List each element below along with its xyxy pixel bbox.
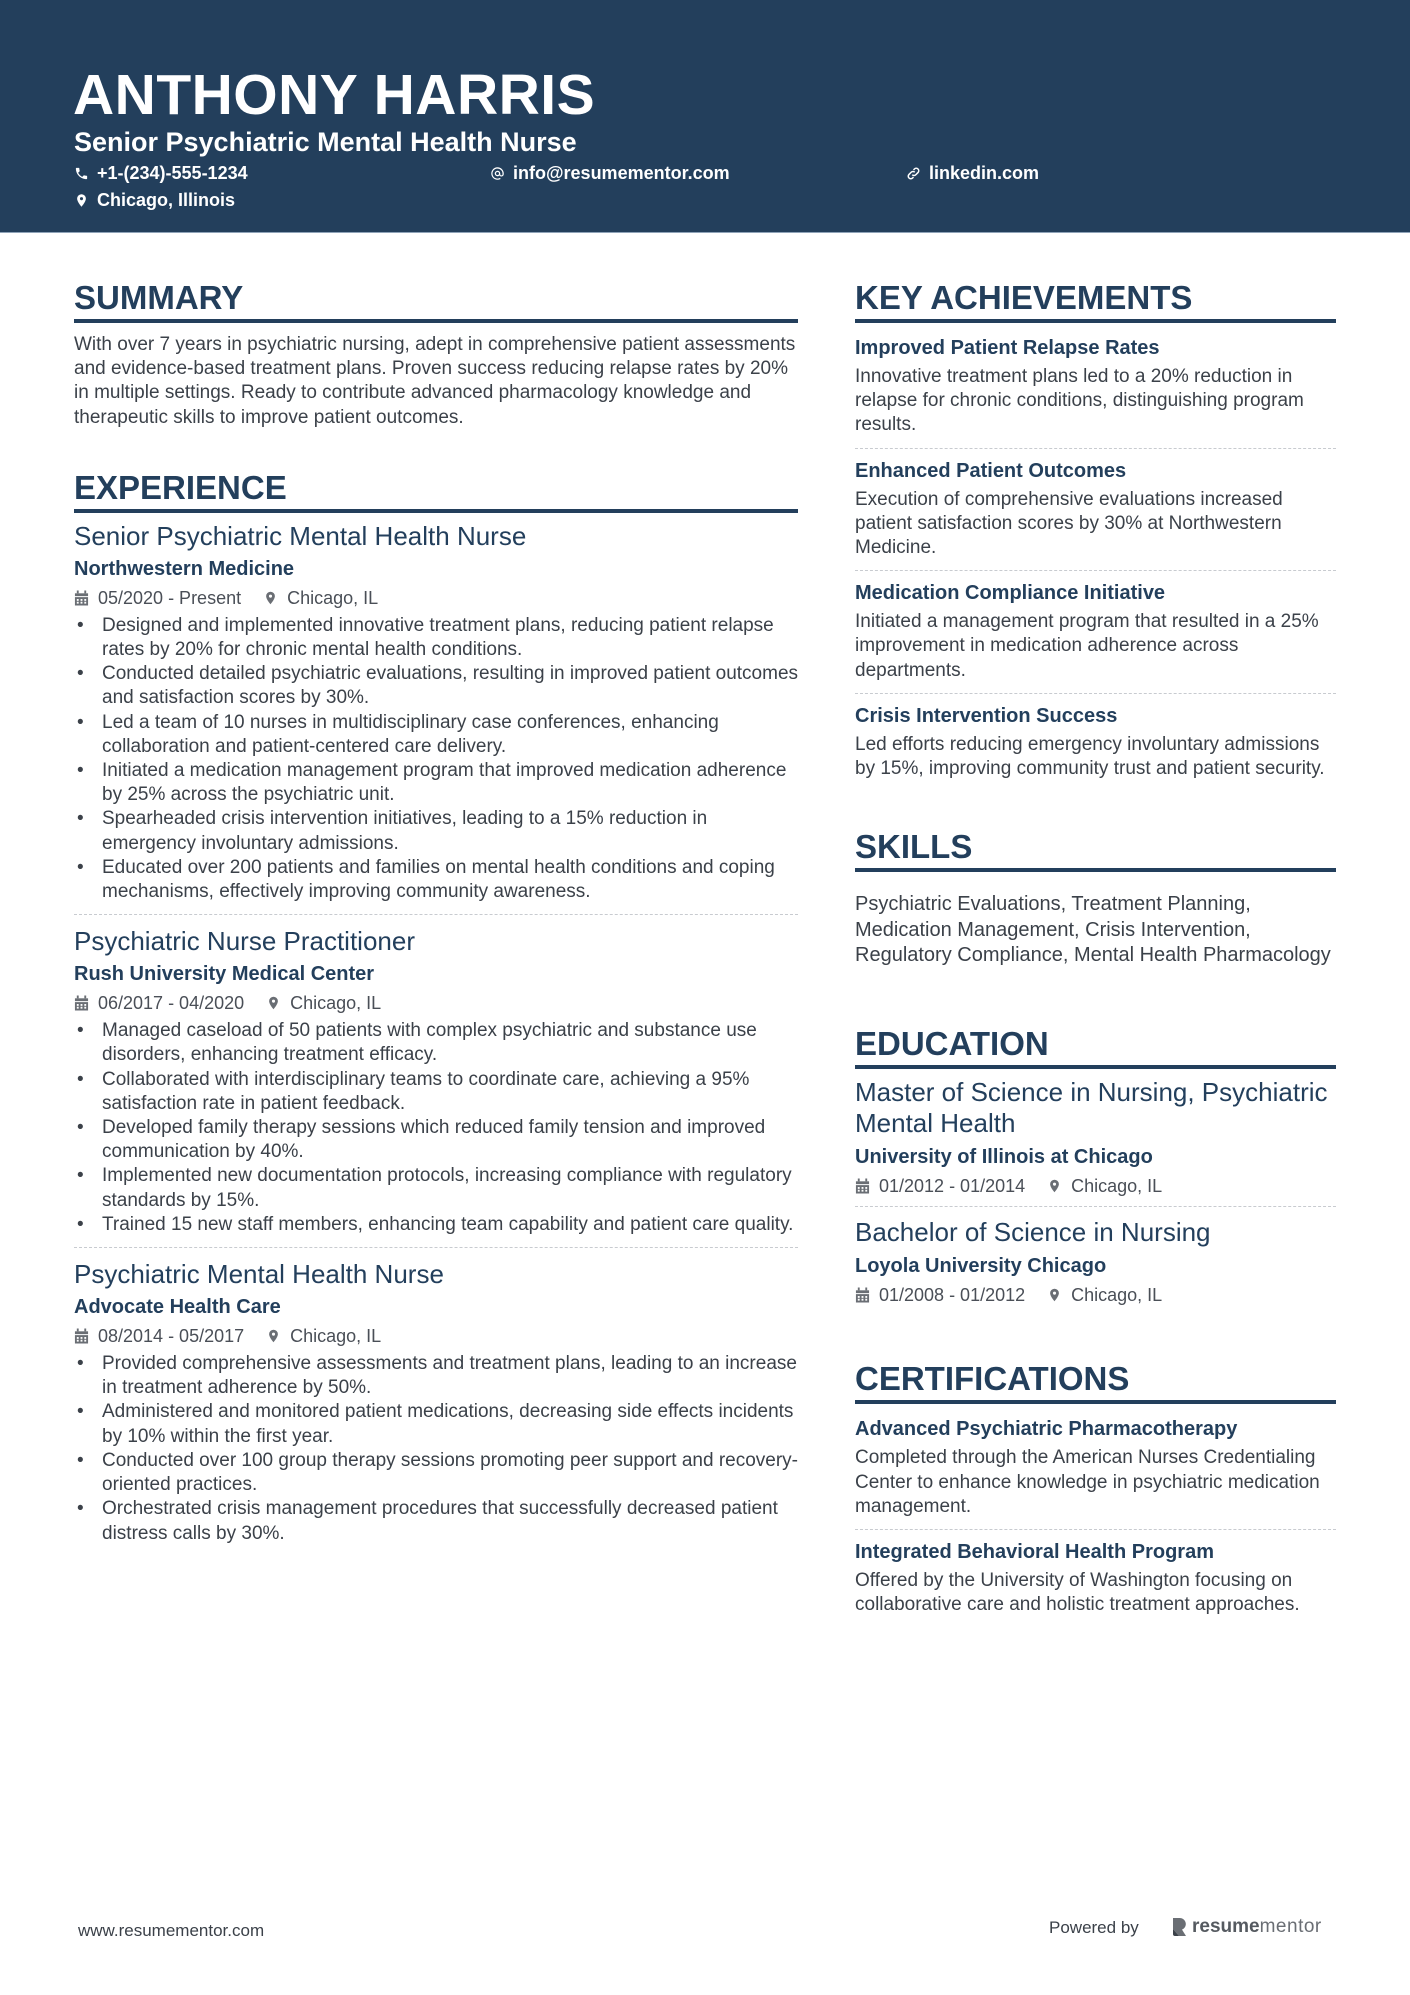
degree-name: Bachelor of Science in Nursing: [855, 1217, 1211, 1248]
job-meta: [74, 586, 798, 610]
job-entry: [74, 1247, 798, 1550]
job-title: Senior Psychiatric Mental Health Nurse: [74, 520, 527, 551]
school-name: University of Illinois at Chicago: [855, 1146, 1153, 1169]
email-link[interactable]: info@resumementor.com: [513, 163, 730, 183]
bullet-item: • Initiated a medication management program that improved medication adherence by 25% across the psychiatric unit.: [74, 759, 798, 807]
at-icon: [490, 166, 505, 181]
bullet-item: • Implemented new documentation protocols, increasing compliance with regulatory standards by 15%.: [74, 1164, 798, 1212]
summary-heading: SUMMARY: [74, 278, 798, 323]
job-location: [263, 586, 378, 610]
education-section: [855, 1024, 1336, 1315]
achievement-item: [855, 570, 1336, 693]
resumementor-logo[interactable]: [1171, 1915, 1322, 1939]
powered-by-label: Powered by: [1049, 1918, 1139, 1937]
achievement-desc: Led efforts reducing emergency involuntary admissions by 15%, improving community trust and patient security.: [855, 733, 1325, 780]
education-heading: EDUCATION: [855, 1024, 1336, 1069]
contact-linkedin[interactable]: [906, 162, 1039, 184]
phone-text: +1-(234)-555-1234: [97, 163, 248, 183]
job-meta: [74, 1324, 798, 1348]
map-pin-icon: [266, 1328, 281, 1344]
map-pin-icon: [266, 995, 281, 1011]
calendar-icon: [74, 1328, 89, 1344]
certification-title: Advanced Psychiatric Pharmacotherapy: [855, 1418, 1238, 1441]
job-bullets: [74, 1019, 798, 1237]
education-entry: [855, 1069, 1336, 1206]
contact-phone: [74, 162, 248, 184]
degree-name: Master of Science in Nursing, Psychiatric Mental Health: [855, 1077, 1328, 1139]
phone-icon: [74, 166, 89, 181]
calendar-icon: [74, 590, 89, 606]
dates-text: 01/2008 - 01/2012: [879, 1285, 1026, 1306]
certifications-section: [855, 1359, 1336, 1627]
achievement-item: [855, 448, 1336, 571]
achievement-title: Enhanced Patient Outcomes: [855, 459, 1127, 482]
map-pin-icon: [1047, 1287, 1062, 1303]
certification-item: [855, 1404, 1336, 1529]
bullet-item: • Trained 15 new staff members, enhancing team capability and patient care quality.: [74, 1213, 798, 1237]
map-pin-icon: [74, 193, 89, 208]
map-pin-icon: [263, 590, 278, 606]
bullet-item: • Educated over 200 patients and families on mental health conditions and coping mechanisms, effectively improving community awareness.: [74, 856, 798, 904]
job-entry: [74, 520, 798, 908]
bullet-item: • Orchestrated crisis management procedures that successfully decreased patient distress calls by 30%.: [74, 1497, 798, 1545]
school-name: Loyola University Chicago: [855, 1255, 1107, 1278]
skills-heading: SKILLS: [855, 827, 1336, 872]
experience-section: [74, 468, 798, 1550]
dates-text: 08/2014 - 05/2017: [98, 1326, 245, 1347]
calendar-icon: [855, 1178, 870, 1194]
company-name: Northwestern Medicine: [74, 557, 295, 580]
job-title: Psychiatric Mental Health Nurse: [74, 1259, 444, 1290]
bullet-item: • Led a team of 10 nurses in multidisciplinary case conferences, enhancing collaboration and patient-centered care delivery.: [74, 711, 798, 759]
location-text: Chicago, IL: [1071, 1285, 1163, 1306]
achievement-item: [855, 693, 1336, 791]
candidate-name: ANTHONY HARRIS: [73, 63, 596, 127]
job-location: [266, 1324, 381, 1348]
bullet-item: • Collaborated with interdisciplinary teams to coordinate care, achieving a 95% satisfaction rate in patient feedback.: [74, 1068, 798, 1116]
calendar-icon: [855, 1287, 870, 1303]
summary-section: [74, 278, 798, 430]
education-dates: [855, 1174, 1025, 1198]
education-meta: [855, 1283, 1336, 1307]
education-meta: [855, 1174, 1336, 1198]
achievement-desc: Innovative treatment plans led to a 20% reduction in relapse for chronic conditions, distinguishing program results.: [855, 366, 1304, 436]
resumementor-logo-icon: [1171, 1917, 1187, 1937]
bullet-item: • Administered and monitored patient medications, decreasing side effects incidents by 10% within the first year.: [74, 1400, 798, 1448]
achievements-section: [855, 278, 1336, 791]
certification-item: [855, 1529, 1336, 1627]
resume-header: [0, 0, 1410, 233]
bullet-item: • Conducted detailed psychiatric evaluations, resulting in improved patient outcomes and satisfaction scores by 30%.: [74, 662, 798, 710]
summary-text: With over 7 years in psychiatric nursing, adept in comprehensive patient assessments and evidence-based treatment plans. Proven success reducing relapse rates by 20% in multiple settings. Ready to contribute advanced pharmacology knowledge and therapeutic skills to improve patient outcomes.: [74, 334, 796, 428]
job-dates: [74, 991, 244, 1015]
linkedin-link[interactable]: linkedin.com: [929, 163, 1040, 183]
location-text: Chicago, IL: [287, 587, 379, 608]
achievement-item: [855, 323, 1336, 448]
experience-heading: EXPERIENCE: [74, 468, 798, 513]
company-name: Rush University Medical Center: [74, 963, 375, 986]
job-bullets: [74, 1352, 798, 1546]
bullet-item: • Managed caseload of 50 patients with complex psychiatric and substance use disorders, enhancing treatment efficacy.: [74, 1019, 798, 1067]
location-text: Chicago, Illinois: [97, 190, 236, 210]
achievements-heading: KEY ACHIEVEMENTS: [855, 278, 1336, 323]
dates-text: 01/2012 - 01/2014: [879, 1176, 1026, 1197]
location-text: Chicago, IL: [290, 1326, 382, 1347]
map-pin-icon: [1047, 1178, 1062, 1194]
company-name: Advocate Health Care: [74, 1296, 281, 1319]
certification-desc: Offered by the University of Washington focusing on collaborative care and holistic treatment approaches.: [855, 1570, 1300, 1616]
job-meta: [74, 991, 798, 1015]
achievement-title: Medication Compliance Initiative: [855, 582, 1166, 605]
calendar-icon: [74, 995, 89, 1011]
education-location: [1047, 1174, 1162, 1198]
bullet-item: • Designed and implemented innovative treatment plans, reducing patient relapse rates by 20% for chronic mental health conditions.: [74, 614, 798, 662]
job-title: Psychiatric Nurse Practitioner: [74, 926, 415, 957]
contact-email[interactable]: [490, 162, 730, 184]
job-dates: [74, 586, 241, 610]
brand-bold: resume: [1192, 1916, 1260, 1937]
job-entry: [74, 914, 798, 1241]
achievement-desc: Initiated a management program that resulted in a 25% improvement in medication adherence across departments.: [855, 611, 1319, 681]
location-text: Chicago, IL: [1071, 1176, 1163, 1197]
dates-text: 05/2020 - Present: [98, 587, 242, 608]
achievement-desc: Execution of comprehensive evaluations increased patient satisfaction scores by 30% at Northwestern Medicine.: [855, 488, 1283, 559]
right-column: [855, 278, 1336, 1627]
education-dates: [855, 1283, 1025, 1307]
dates-text: 06/2017 - 04/2020: [98, 993, 245, 1014]
skills-section: [855, 827, 1336, 968]
bullet-item: • Conducted over 100 group therapy sessions promoting peer support and recovery-oriented practices.: [74, 1449, 798, 1497]
certification-desc: Completed through the American Nurses Credentialing Center to enhance knowledge in psychiatric medication management.: [855, 1447, 1320, 1517]
certifications-heading: CERTIFICATIONS: [855, 1359, 1336, 1404]
bullet-item: • Spearheaded crisis intervention initiatives, leading to a 15% reduction in emergency involuntary admissions.: [74, 807, 798, 855]
contact-location: [74, 189, 235, 211]
job-location: [266, 991, 381, 1015]
brand-light: mentor: [1259, 1916, 1322, 1937]
link-icon: [906, 166, 921, 181]
left-column: [74, 278, 798, 1550]
bullet-item: • Provided comprehensive assessments and treatment plans, leading to an increase in treatment adherence by 50%.: [74, 1352, 798, 1400]
location-text: Chicago, IL: [290, 993, 382, 1014]
footer-url[interactable]: www.resumementor.com: [78, 1921, 265, 1940]
achievement-title: Crisis Intervention Success: [855, 704, 1118, 727]
achievement-title: Improved Patient Relapse Rates: [855, 337, 1160, 359]
job-dates: [74, 1324, 244, 1348]
job-bullets: [74, 614, 798, 904]
bullet-item: • Developed family therapy sessions which reduced family tension and improved communication by 40%.: [74, 1116, 798, 1164]
candidate-title: Senior Psychiatric Mental Health Nurse: [74, 127, 577, 157]
skills-text: Psychiatric Evaluations, Treatment Planning, Medication Management, Crisis Intervention, Regulatory Compliance, Mental Health Pharmacology: [855, 893, 1331, 967]
certification-title: Integrated Behavioral Health Program: [855, 1541, 1214, 1564]
education-location: [1047, 1283, 1162, 1307]
education-entry: [855, 1206, 1336, 1315]
